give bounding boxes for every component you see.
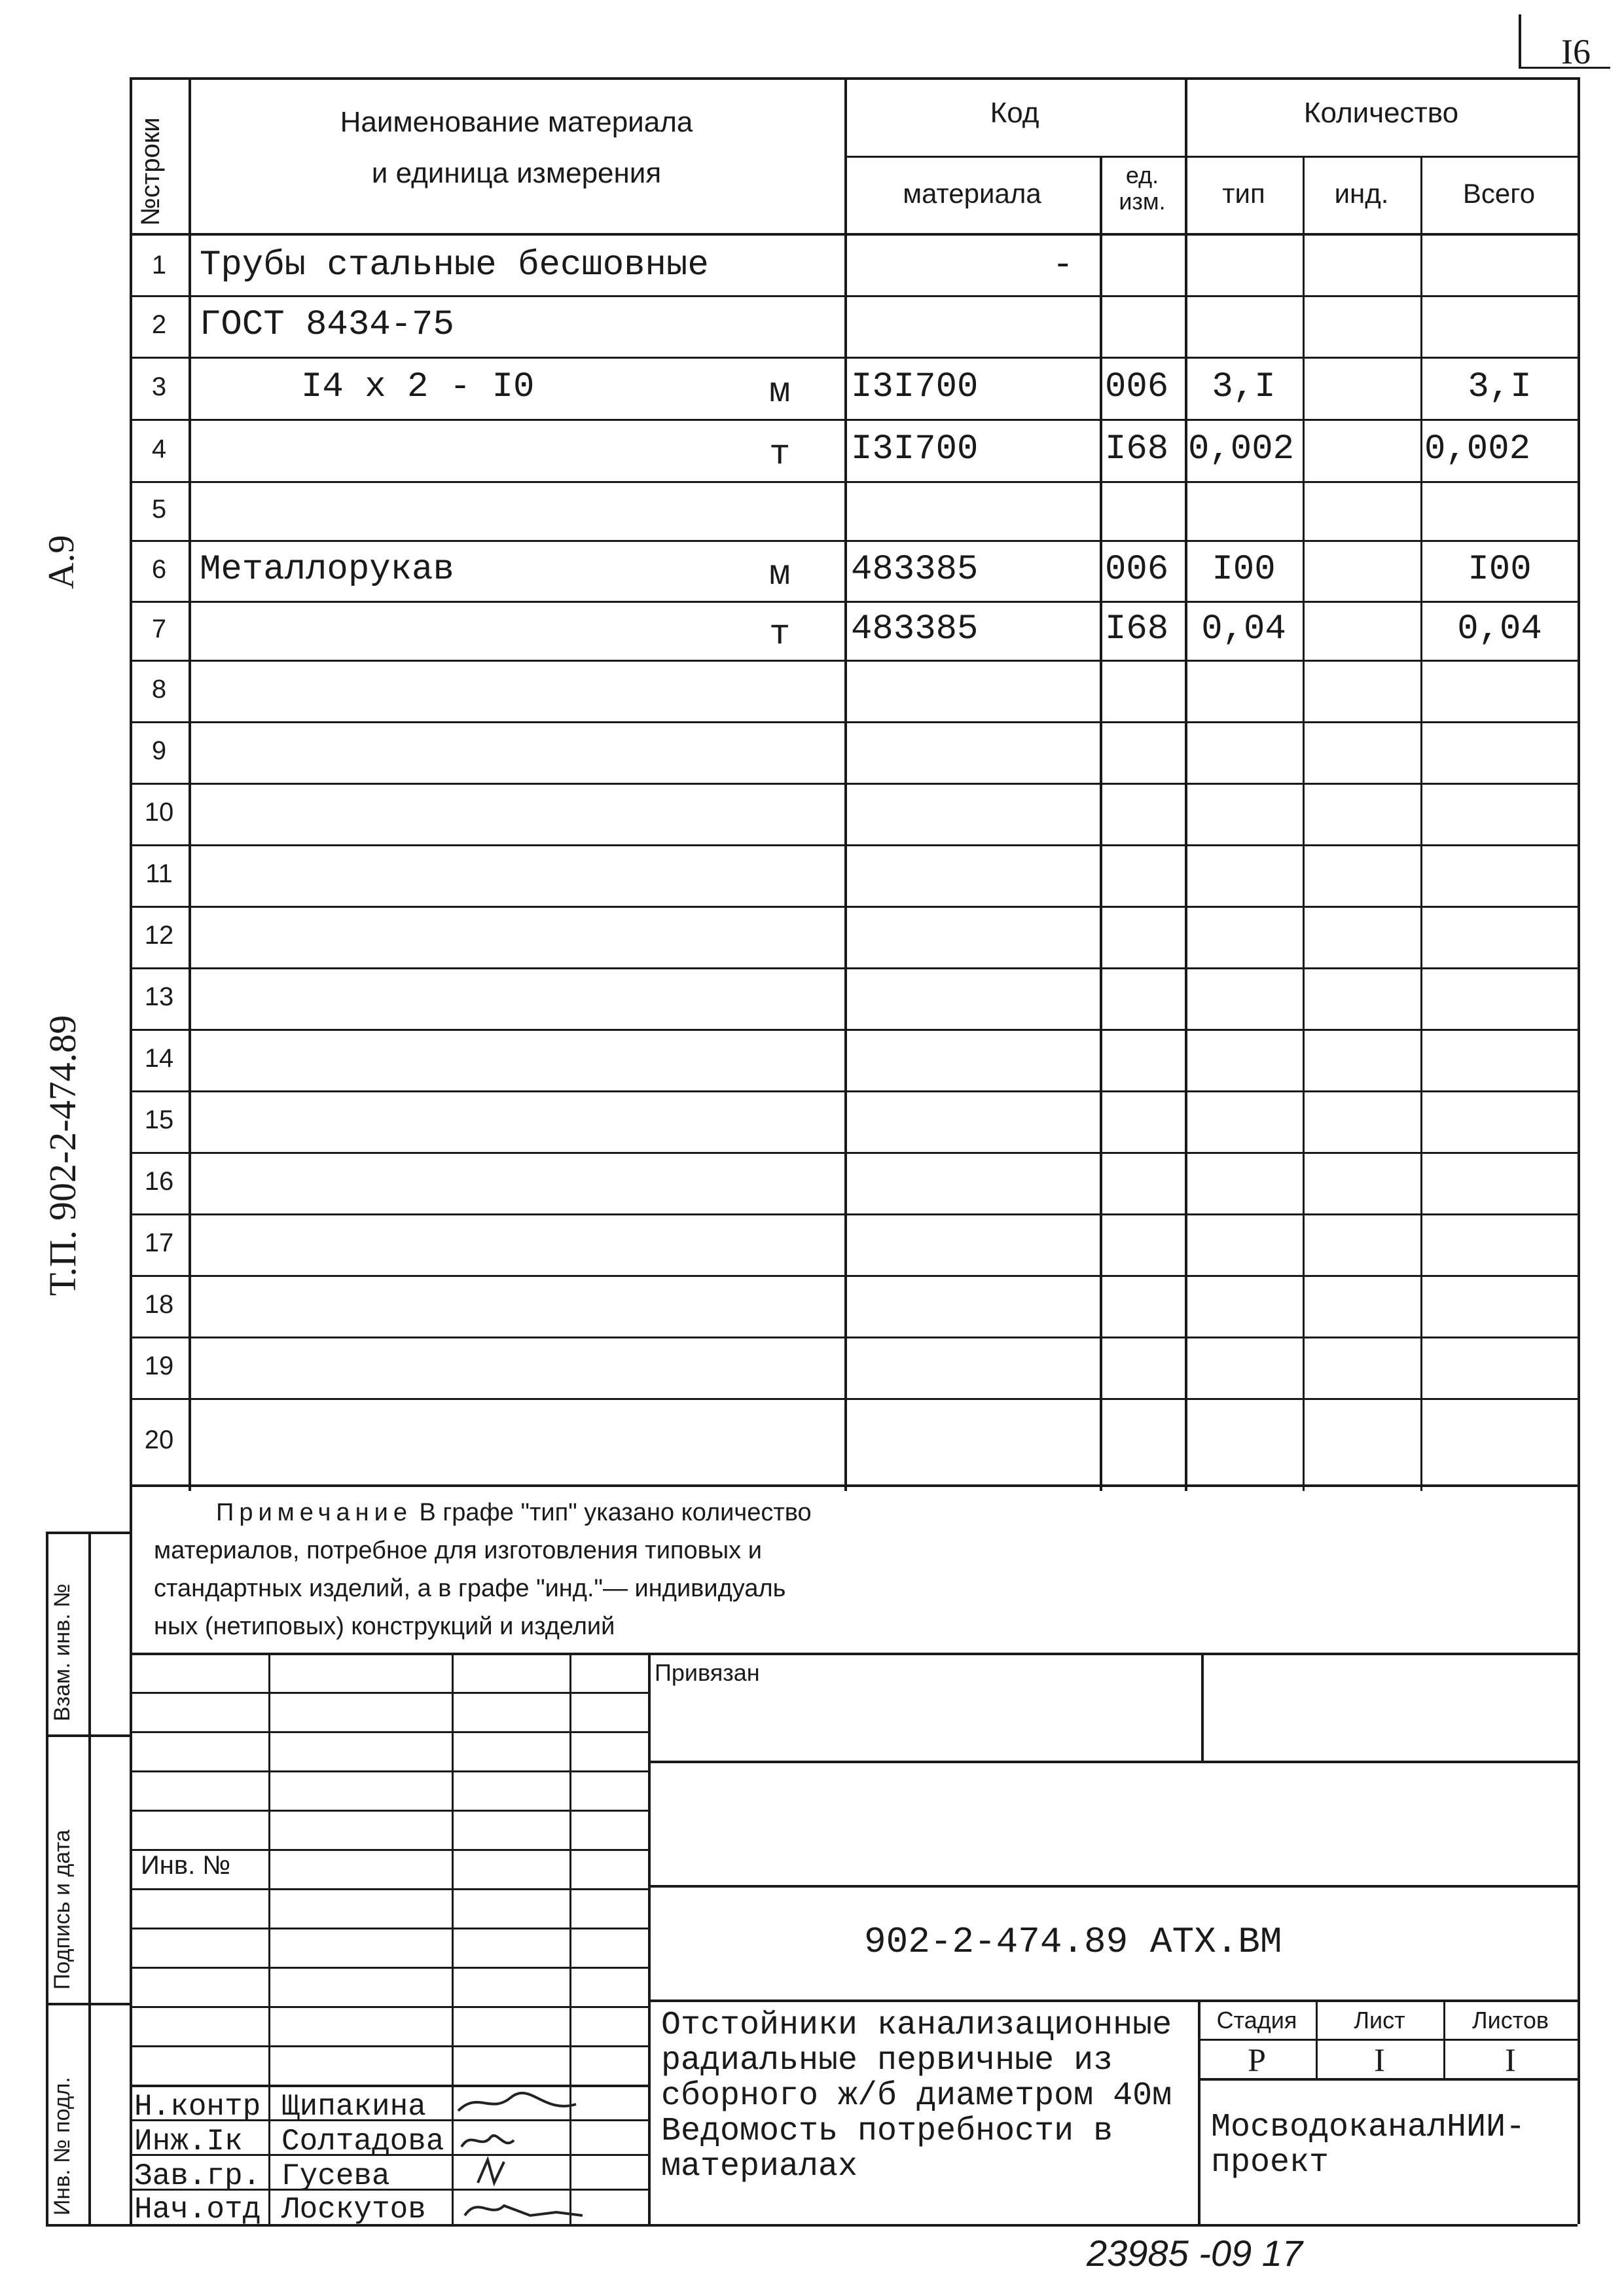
row-qty-type: 0,04 bbox=[1201, 609, 1286, 649]
row-separator bbox=[130, 721, 1578, 723]
row-unit-code: I68 bbox=[1105, 609, 1169, 649]
row-separator bbox=[130, 906, 1578, 908]
row-number: 7 bbox=[151, 615, 167, 643]
row-separator bbox=[130, 601, 1578, 603]
margin-format-label: А.9 bbox=[41, 535, 82, 589]
header-name-line1: Наименование материала bbox=[340, 106, 693, 138]
title-line4: Ведомость потребности в bbox=[661, 2113, 1113, 2150]
row-name: I4 x 2 - I0 bbox=[301, 367, 535, 407]
row-separator bbox=[130, 1398, 1578, 1400]
row-qty-type: 0,002 bbox=[1188, 429, 1295, 469]
row-number: 16 bbox=[144, 1167, 174, 1196]
row-number: 15 bbox=[144, 1105, 174, 1134]
organization-line2: проект bbox=[1211, 2144, 1329, 2181]
document-code: 902-2-474.89 АТХ.ВМ bbox=[864, 1921, 1282, 1963]
row-number: 18 bbox=[144, 1290, 174, 1319]
sheet-label: Лист bbox=[1354, 2007, 1405, 2034]
row-name: Трубы стальные бесшовные bbox=[200, 245, 709, 285]
title-line2: радиальные первичные из bbox=[661, 2042, 1113, 2079]
row-number: 11 bbox=[145, 859, 173, 888]
sheets-label: Листов bbox=[1472, 2007, 1549, 2034]
row-unit: м bbox=[769, 372, 791, 412]
margin-project-label: Т.П. 902-2-474.89 bbox=[41, 1014, 84, 1296]
row-qty-total: 0,002 bbox=[1424, 429, 1531, 469]
row-separator bbox=[130, 357, 1578, 359]
row-material-code: - bbox=[1052, 245, 1074, 285]
signer-role-2: Инж.Iк bbox=[134, 2125, 243, 2159]
organization-line1: МосводоканалНИИ- bbox=[1211, 2109, 1526, 2146]
row-separator bbox=[130, 419, 1578, 421]
row-separator bbox=[130, 1275, 1578, 1277]
row-separator bbox=[130, 295, 1578, 297]
row-number: 3 bbox=[151, 372, 167, 401]
row-name: Металлорукав bbox=[200, 550, 454, 590]
signer-role-4: Нач.отд bbox=[134, 2193, 261, 2227]
stage-value: Р bbox=[1248, 2041, 1266, 2078]
sheet-value: I bbox=[1374, 2041, 1385, 2078]
row-qty-type: I00 bbox=[1212, 550, 1276, 590]
side-vzam-inv: Взам. инв. № bbox=[50, 1583, 75, 1721]
signatures-graphic bbox=[452, 2085, 648, 2224]
row-unit: т bbox=[769, 615, 791, 655]
row-separator bbox=[130, 1152, 1578, 1154]
row-material-code: I3I700 bbox=[851, 429, 979, 469]
row-unit: м bbox=[769, 555, 791, 595]
row-name: ГОСТ 8434-75 bbox=[200, 305, 454, 345]
row-number: 13 bbox=[144, 982, 174, 1011]
title-line3: сборного ж/б диаметром 40м bbox=[661, 2077, 1172, 2115]
row-unit: т bbox=[769, 435, 791, 475]
row-material-code: 483385 bbox=[851, 550, 979, 590]
note-line1-rest: В графе "тип" указано количество bbox=[419, 1499, 812, 1526]
row-number: 4 bbox=[151, 435, 167, 463]
row-number: 17 bbox=[144, 1229, 174, 1257]
row-material-code: I3I700 bbox=[851, 367, 979, 407]
header-code-unit: ед. изм. bbox=[1119, 162, 1166, 215]
row-number: 19 bbox=[144, 1352, 174, 1380]
header-code: Код bbox=[990, 97, 1039, 129]
inv-no-label: Инв. № bbox=[141, 1851, 231, 1880]
row-number: 14 bbox=[144, 1044, 174, 1073]
note-lead: Примечание bbox=[216, 1499, 412, 1526]
header-qty-total: Всего bbox=[1462, 178, 1536, 209]
row-number: 10 bbox=[144, 798, 174, 827]
header-name-line2: и единица измерения bbox=[371, 157, 662, 189]
row-separator bbox=[130, 1336, 1578, 1338]
title-line5: материалах bbox=[661, 2148, 858, 2185]
row-separator bbox=[130, 1029, 1578, 1031]
row-material-code: 483385 bbox=[851, 609, 979, 649]
row-separator bbox=[130, 1090, 1578, 1092]
row-separator bbox=[130, 1213, 1578, 1215]
side-podpis-data: Подпись и дата bbox=[50, 1829, 75, 1990]
row-unit-code: 006 bbox=[1105, 367, 1169, 407]
title-line1: Отстойники канализационные bbox=[661, 2007, 1172, 2044]
row-number: 12 bbox=[144, 921, 174, 950]
signer-name-1: Щипакина bbox=[281, 2090, 426, 2124]
signer-name-4: Лоскутов bbox=[281, 2193, 426, 2227]
row-qty-total: 0,04 bbox=[1457, 609, 1542, 649]
row-number: 2 bbox=[151, 310, 167, 339]
side-inv-podl: Инв. № подл. bbox=[50, 2077, 75, 2215]
row-unit-code: I68 bbox=[1105, 429, 1169, 469]
note-line3: стандартных изделий, а в графе "инд."— индивидуаль bbox=[154, 1575, 786, 1602]
note-line1 bbox=[216, 1499, 812, 1527]
note-line2: материалов, потребное для изготовления типовых и bbox=[154, 1537, 762, 1564]
row-number: 1 bbox=[151, 251, 167, 279]
row-qty-type: 3,I bbox=[1212, 367, 1276, 407]
row-unit-code: 006 bbox=[1105, 550, 1169, 590]
row-number: 8 bbox=[151, 675, 167, 704]
row-separator bbox=[130, 660, 1578, 662]
header-code-material: материала bbox=[903, 178, 1041, 209]
footer-number: 23985 -09 17 bbox=[1087, 2233, 1303, 2274]
row-number: 6 bbox=[151, 555, 167, 584]
note-line4: ных (нетиповых) конструкций и изделий bbox=[154, 1613, 615, 1640]
header-qty-ind: инд. bbox=[1334, 178, 1389, 209]
signer-role-1: Н.контр bbox=[134, 2090, 261, 2124]
signer-role-3: Зав.гр. bbox=[134, 2159, 261, 2193]
sheets-value: I bbox=[1505, 2041, 1516, 2078]
row-qty-total: 3,I bbox=[1468, 367, 1532, 407]
row-number: 9 bbox=[151, 736, 167, 765]
sheet-corner-number: I6 bbox=[1561, 32, 1591, 71]
privyazan-label: Привязан bbox=[655, 1659, 760, 1686]
row-separator bbox=[130, 481, 1578, 483]
row-number: 20 bbox=[144, 1426, 174, 1454]
header-row-number: №строки bbox=[136, 117, 165, 226]
header-quantity: Количество bbox=[1303, 97, 1459, 129]
header-qty-type: тип bbox=[1222, 178, 1265, 209]
row-separator bbox=[130, 844, 1578, 846]
row-qty-total: I00 bbox=[1468, 550, 1532, 590]
row-separator bbox=[130, 1484, 1578, 1486]
row-separator bbox=[130, 967, 1578, 969]
stage-label: Стадия bbox=[1216, 2007, 1297, 2034]
signer-name-3: Гусева bbox=[281, 2159, 390, 2193]
row-separator bbox=[130, 540, 1578, 542]
row-separator bbox=[130, 783, 1578, 785]
signer-name-2: Солтадова bbox=[281, 2125, 444, 2159]
row-number: 5 bbox=[151, 495, 167, 524]
